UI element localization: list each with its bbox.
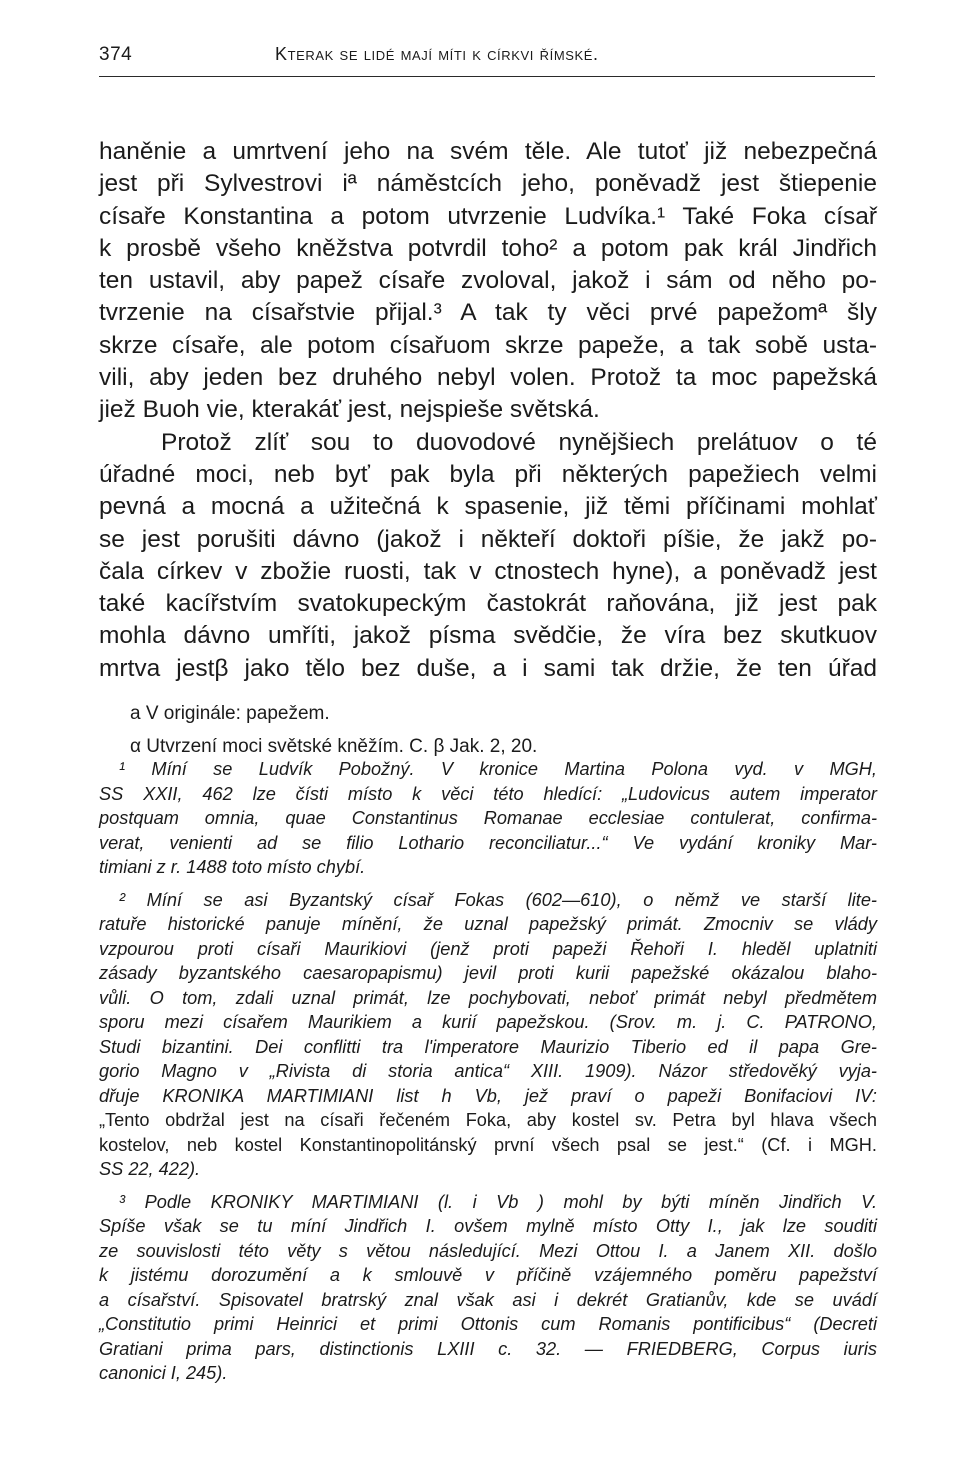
footnote-line: ratuře historické panuje mínění, že uznal papežský primát. Zmocniv se vlády bbox=[99, 914, 877, 934]
footnote-line: „Tento obdržal jest na císaři řečeném Foka, aby kostel sv. Petra byl hlava všech bbox=[99, 1110, 877, 1130]
running-title: Kterak se lidé mají míti k církvi římské. bbox=[275, 44, 599, 64]
footnote-line: ² Míní se asi Byzantský císař Fokas (602—610), o němž ve starší lite- bbox=[119, 889, 877, 910]
footnote-line: gorio Magno v „Rivista di storia antica“ XIII. 1909). Názor středověký vyja- bbox=[99, 1061, 877, 1081]
body-line: mohla dávno umříti, jakož písma svědčie, že víra bez skutkuov bbox=[99, 622, 877, 650]
body-line: pevná a mocná a užitečná k spasenie, již těmi příčinami mohlať bbox=[99, 493, 877, 521]
textual-notes bbox=[130, 697, 877, 763]
footnote-line: ³ Podle KRONIKY MARTIMIANI (l. i Vb ) mohl by býti míněn Jindřich V. bbox=[119, 1191, 877, 1212]
body-text bbox=[99, 136, 877, 685]
footnote-line: verat, venienti ad se filio Lothario reconciliatur...“ Ve vydání kroniky Mar- bbox=[99, 832, 877, 853]
footnote-line: vůli. O tom, zdali uznal primát, lze pochybovati, neboť primát nebyl předmětem bbox=[99, 987, 877, 1008]
footnote-line: vzpourou proti císaři Maurikiovi (jenž proti papeži Řehoři I. hleděl uplatniti bbox=[99, 938, 877, 959]
footnote-line: SS 22, 422). bbox=[99, 1159, 201, 1179]
note-alpha-beta: α Utvrzení moci světské kněžím. C. β Jak. 2, 20. bbox=[130, 736, 538, 757]
body-line: vili, aby jeden bez druhého nebyl volen. Protož ta moc papežská bbox=[99, 364, 877, 392]
body-line: Protož zlíť sou to duovodové nynějšiech prelátuov o té bbox=[161, 428, 877, 456]
header-rule bbox=[99, 76, 875, 77]
body-line: haněnie a umrtvení jeho na svém těle. Ale tutoť již nebezpečná bbox=[99, 138, 877, 165]
footnote-3 bbox=[99, 1190, 877, 1386]
footnote-line: SS XXII, 462 lze čísti místo k věci této hledící: „Ludovicus autem imperator bbox=[99, 783, 877, 804]
body-line: skrze císaře, ale potom císařuom skrze papeže, a tak sobě usta- bbox=[99, 331, 877, 359]
footnote-line: ¹ Míní se Ludvík Pobožný. V kronice Martina Polona vyd. v MGH, bbox=[119, 759, 877, 779]
footnote-line: k jistému dorozumění a k smlouvě v příčině vzájemného poměru papežství bbox=[99, 1265, 877, 1285]
body-line: mrtva jestβ jako tělo bez duše, a i sami tak držie, že ten úřad bbox=[99, 654, 877, 682]
note-a: a V originále: papežem. bbox=[130, 703, 330, 724]
footnotes bbox=[99, 757, 877, 1394]
footnote-line: Spíše však se tu míní Jindřich I. ovšem mylně místo Otty I., jak lze souditi bbox=[99, 1216, 877, 1236]
body-line: čala církev v zbožie ruosti, tak v ctnostech hyne), a poněvadž jest bbox=[99, 557, 877, 585]
body-line: jest při Sylvestrovi iª náměstcích jeho, poněvadž jest štiepenie bbox=[99, 170, 877, 198]
body-line: jiež Buoh vie, kterakáť jest, nejspieše světská. bbox=[99, 396, 600, 424]
footnote-line: postquam omnia, quae Constantinus Romanae ecclesiae contulerat, confirma- bbox=[99, 808, 877, 828]
footnote-line: „Constitutio primi Heinrici et primi Ottonis cum Romanis pontificibus“ (Decreti bbox=[99, 1314, 877, 1334]
body-line: císaře Konstantina a potom utvrzenie Ludvíka.¹ Také Foka císař bbox=[99, 202, 877, 230]
footnote-line: a císařství. Spisovatel bratrský znal však asi i dekrét Gratianův, kde se uvádí bbox=[99, 1289, 877, 1310]
footnote-1 bbox=[99, 757, 877, 880]
footnote-line: Studi bizantini. Dei conflitti tra l'imperatore Maurizio Tiberio ed il papa Gre- bbox=[99, 1036, 877, 1057]
footnote-line: Gratiani prima pars, distinctionis LXIII c. 32. — FRIEDBERG, Corpus iuris bbox=[99, 1338, 877, 1359]
footnote-line: zásady byzantského caesaropapismu) jevil proti kurii papežské okázalou blaho- bbox=[99, 963, 877, 983]
footnote-line: ze souvislosti této věty s větou následující. Mezi Ottou I. a Janem XII. došlo bbox=[99, 1240, 877, 1261]
body-line: úřadné moci, neb byť pak byla při některých papežiech velmi bbox=[99, 460, 877, 488]
body-line: ten ustavil, aby papež císaře zvoloval, jakož i sám od něho po- bbox=[99, 267, 877, 295]
body-line: k prosbě všeho kněžstva potvrdil toho² a potom pak král Jindřich bbox=[99, 234, 877, 262]
footnote-line: sporu mezi císařem Maurikiem a kurií papežskou. (Srov. m. j. C. PATRONO, bbox=[99, 1012, 877, 1032]
page-number: 374 bbox=[99, 44, 133, 65]
footnote-line: timiani z r. 1488 toto místo chybí. bbox=[99, 857, 366, 877]
footnote-2 bbox=[99, 888, 877, 1182]
body-line: se jest porušiti dávno (jakož i někteří doktoři píšie, že jakž po- bbox=[99, 525, 877, 553]
body-line: také kacířstvím svatokupeckým častokrát raňována, již jest pak bbox=[99, 590, 877, 618]
body-line: tvrzenie na císařstvie přijal.³ A tak ty věci prvé papežomª šly bbox=[99, 299, 877, 327]
footnote-line: kostelov, neb kostel Konstantinopolitánský první všech psal se jest.“ (Cf. i MGH. bbox=[99, 1134, 877, 1155]
page-header bbox=[99, 44, 879, 78]
footnote-line: dřuje KRONIKA MARTIMIANI list h Vb, jež praví o papeži Bonifaciovi IV: bbox=[99, 1085, 877, 1106]
footnote-line: canonici I, 245). bbox=[99, 1363, 228, 1383]
